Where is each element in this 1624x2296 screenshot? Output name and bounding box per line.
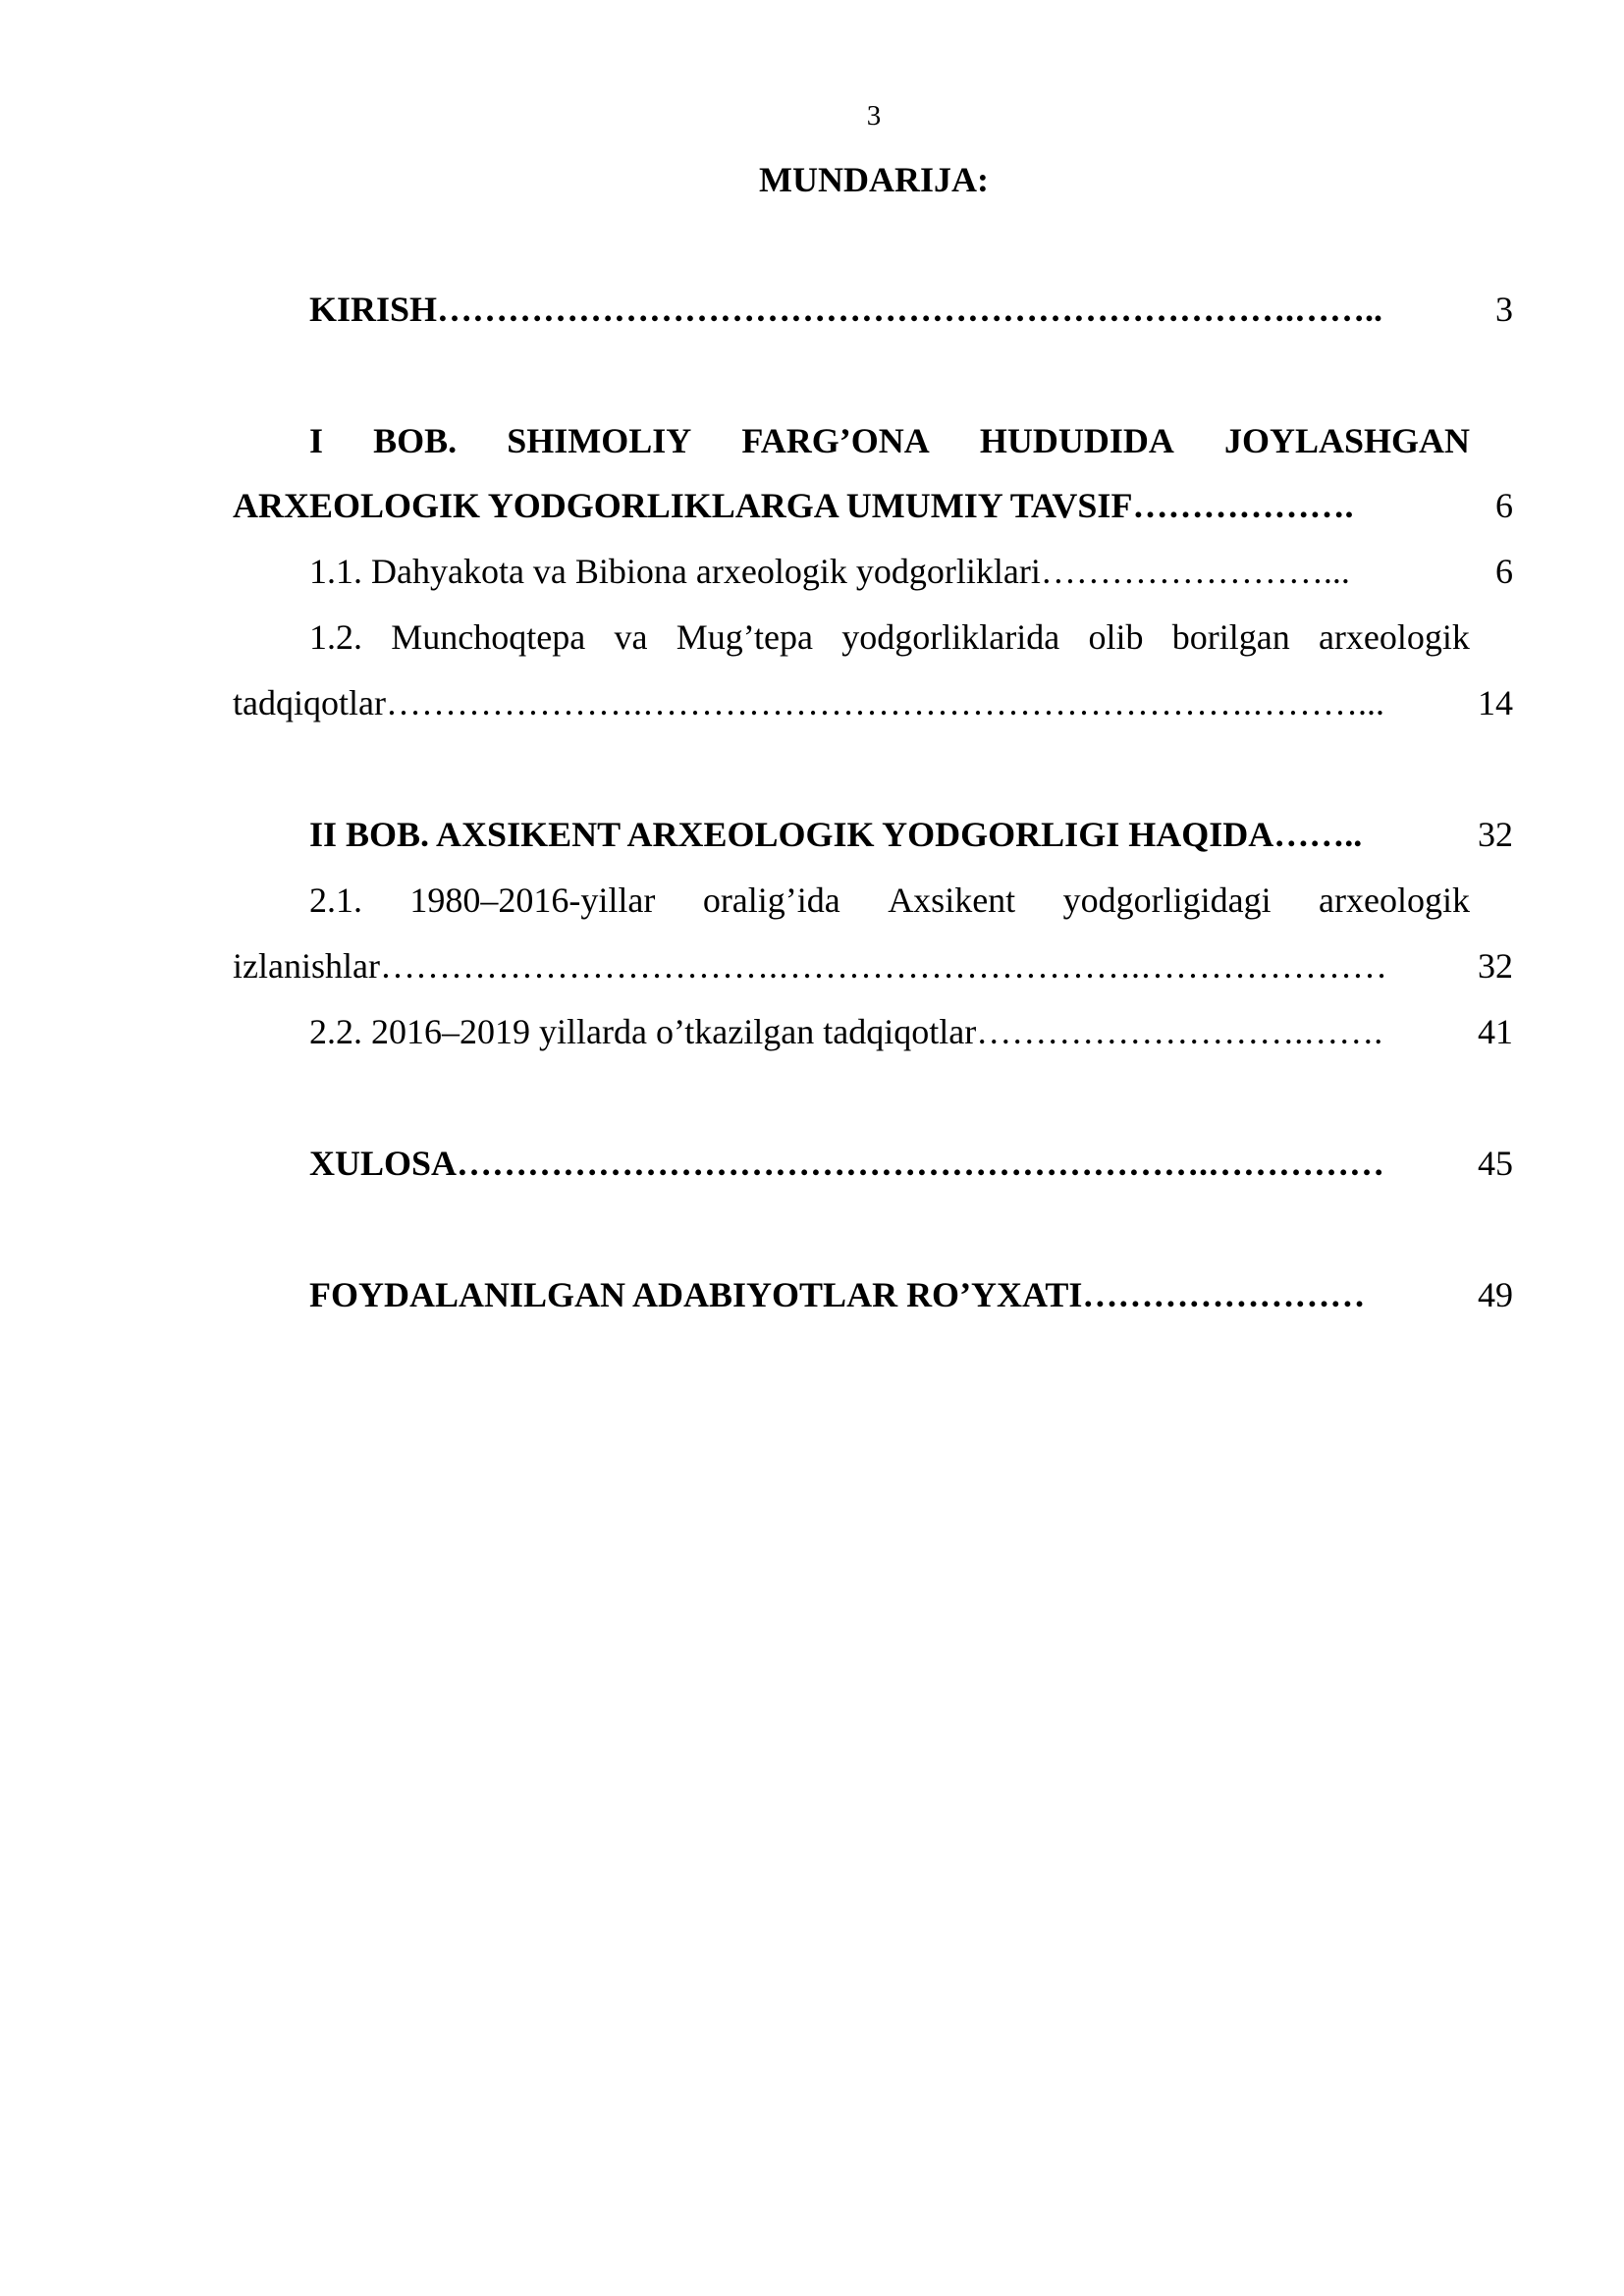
entry-page-number: 6	[1495, 552, 1513, 591]
entry-label: 1.1. Dahyakota va Bibiona arxeologik yodgorliklari	[309, 552, 1041, 591]
leader-dots: ……………………...	[1040, 552, 1350, 591]
entry-page-number: 41	[1478, 1012, 1513, 1051]
entry-page-number: 3	[1495, 290, 1513, 329]
leader-dots: …………………………….………………………….…………………	[379, 946, 1387, 986]
toc-entry-2-1-line2[interactable]	[233, 942, 1513, 989]
entry-page-number: 32	[1478, 815, 1513, 854]
leader-dots: ……………………….…….	[976, 1012, 1383, 1051]
entry-label: 2.2. 2016–2019 yillarda o’tkazilgan tadqiqotlar	[309, 1012, 977, 1051]
entry-word: yodgorligidagi	[1062, 881, 1272, 920]
entry-word: arxeologik	[1318, 617, 1470, 657]
entry-word: FARG’ONA	[741, 421, 930, 460]
entry-word: Mug’tepa	[676, 617, 813, 657]
entry-word: SHIMOLIY	[507, 421, 692, 460]
entry-word: yodgorliklarida	[841, 617, 1060, 657]
entry-word: 1.2.	[309, 617, 362, 657]
entry-word: I	[309, 421, 324, 460]
entry-word: oralig’ida	[702, 881, 840, 920]
toc-entry-bob2[interactable]	[233, 811, 1513, 858]
toc-entry-1-2-line1[interactable]	[233, 614, 1470, 661]
entry-word: borilgan	[1171, 617, 1290, 657]
entry-word: Munchoqtepa	[391, 617, 586, 657]
entry-page-number: 14	[1478, 683, 1513, 722]
leader-dots: ……………………	[1082, 1275, 1366, 1314]
leader-dots: ……………………………………………………….……………	[457, 1144, 1385, 1183]
entry-word: Axsikent	[888, 881, 1016, 920]
toc-entry-kirish[interactable]	[233, 286, 1513, 333]
toc-entry-1-1[interactable]	[233, 548, 1513, 595]
toc-entry-2-1-line1[interactable]	[233, 877, 1470, 924]
toc-entry-adabiyotlar[interactable]	[233, 1271, 1513, 1318]
entry-label: II BOB. AXSIKENT ARXEOLOGIK YODGORLIGI HAQIDA	[309, 815, 1274, 854]
entry-word: arxeologik	[1319, 881, 1470, 920]
toc-title: MUNDARIJA:	[759, 160, 989, 199]
entry-label: izlanishlar	[233, 946, 380, 986]
leader-dots: ……..	[1273, 815, 1363, 854]
entry-label: ARXEOLOGIK YODGORLIKLARGA UMUMIY TAVSIF	[233, 486, 1133, 525]
toc-entry-2-2[interactable]	[233, 1008, 1513, 1055]
toc-entry-xulosa[interactable]	[233, 1140, 1513, 1187]
toc-entry-bob1-line2[interactable]	[233, 482, 1513, 529]
entry-word: olib	[1088, 617, 1144, 657]
page-number: 3	[866, 100, 882, 132]
entry-word: JOYLASHGAN	[1223, 421, 1470, 460]
leader-dots: ……………….	[1132, 486, 1354, 525]
entry-word: BOB.	[373, 421, 458, 460]
entry-page-number: 45	[1478, 1144, 1513, 1183]
entry-word: 2.1.	[309, 881, 362, 920]
entry-page-number: 32	[1478, 946, 1513, 986]
leader-dots: ………………….…………………………………………….………...	[385, 683, 1384, 722]
entry-word: va	[614, 617, 648, 657]
entry-label: XULOSA	[309, 1144, 458, 1183]
entry-page-number: 6	[1495, 486, 1513, 525]
entry-label: tadqiqotlar	[233, 683, 386, 722]
toc-entry-1-2-line2[interactable]	[233, 679, 1513, 726]
entry-page-number: 49	[1478, 1275, 1513, 1314]
entry-label: FOYDALANILGAN ADABIYOTLAR RO’YXATI	[309, 1275, 1083, 1314]
entry-label: KIRISH	[309, 290, 438, 329]
leader-dots: ……………………………………………………………….……..	[437, 290, 1383, 329]
entry-word: 1980–2016-yillar	[409, 881, 656, 920]
entry-word: HUDUDIDA	[979, 421, 1174, 460]
toc-entry-bob1-line1[interactable]	[233, 417, 1470, 464]
